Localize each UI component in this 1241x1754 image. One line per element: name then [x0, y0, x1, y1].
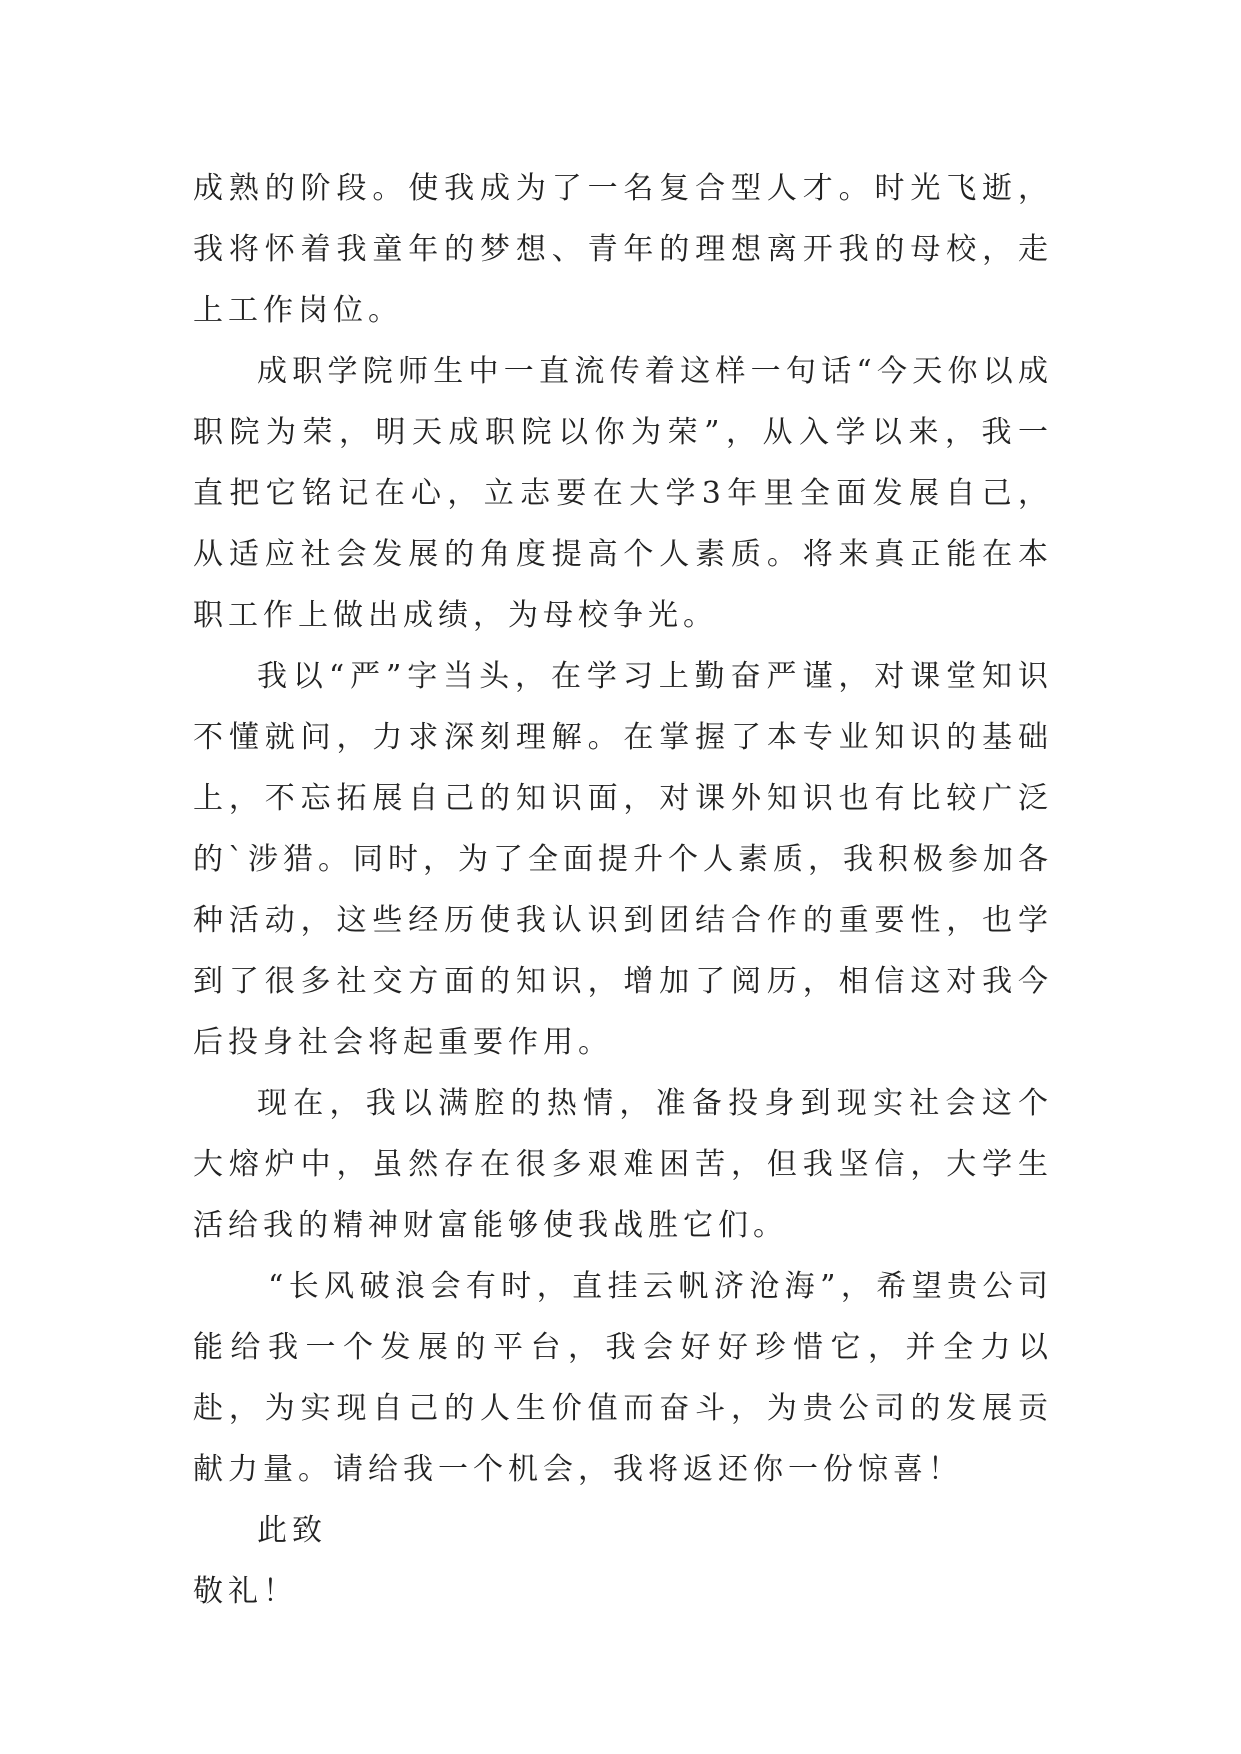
paragraph-continuation: 成熟的阶段。使我成为了一名复合型人才。时光飞逝，我将怀着我童年的梦想、青年的理想离开我的母校，走上工作岗位。 — [193, 171, 1053, 328]
salutation: 此致 — [257, 1513, 327, 1548]
paragraph-study: 我以“严”字当头，在学习上勤奋严谨，对课堂知识不懂就问，力求深刻理解。在掌握了本专业知识的基础上，不忘拓展自己的知识面，对课外知识也有比较广泛的`涉猎。同时，为了全面提升个人素质，我积极参加各种活动，这些经历使我认识到团结合作的重要性，也学到了很多社交方面的知识，增加了阅历，相信这对我今后投身社会将起重要作用。 — [193, 659, 1053, 1060]
paragraph-school-motto: 成职学院师生中一直流传着这样一句话“今天你以成职院为荣，明天成职院以你为荣”，从入学以来，我一直把它铭记在心，立志要在大学3年里全面发展自己，从适应社会发展的角度提高个人素质。将来真正能在本职工作上做出成绩，为母校争光。 — [193, 354, 1053, 633]
letter-body — [193, 158, 1053, 1622]
paragraph-enthusiasm: 现在，我以满腔的热情，准备投身到现实社会这个大熔炉中，虽然存在很多艰难困苦，但我坚信，大学生活给我的精神财富能够使我战胜它们。 — [193, 1086, 1053, 1243]
paragraph-request: “长风破浪会有时，直挂云帆济沧海”，希望贵公司能给我一个发展的平台，我会好好珍惜它，并全力以赴，为实现自己的人生价值而奋斗，为贵公司的发展贡献力量。请给我一个机会，我将返还你一份惊喜！ — [193, 1269, 1053, 1487]
closing: 敬礼！ — [193, 1574, 298, 1609]
